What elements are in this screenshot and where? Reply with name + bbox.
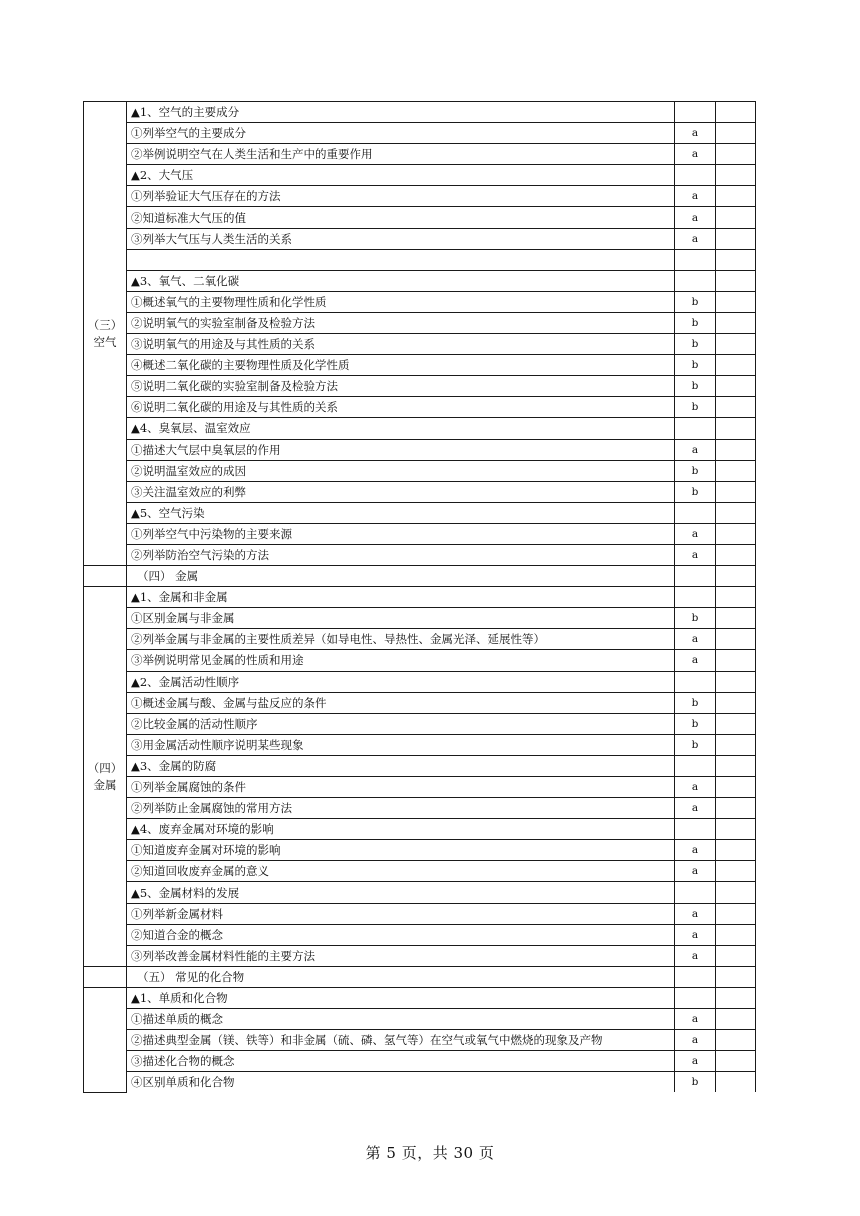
item-text-cell: ①描述单质的概念 (127, 1009, 675, 1030)
item-text-cell: ▲3、氧气、二氧化碳 (127, 270, 675, 291)
item-text-cell: ▲4、臭氧层、温室效应 (127, 418, 675, 439)
table-row (84, 777, 756, 798)
level-cell: b (675, 376, 716, 397)
level-cell: a (675, 1009, 716, 1030)
table-row (84, 987, 756, 1008)
item-text-cell: ②比较金属的活动性顺序 (127, 713, 675, 734)
table-row (84, 207, 756, 228)
extra-cell (716, 629, 756, 650)
item-text-cell: ▲1、空气的主要成分 (127, 102, 675, 123)
extra-cell (716, 840, 756, 861)
table-row (84, 861, 756, 882)
level-cell: a (675, 207, 716, 228)
table-row (84, 334, 756, 355)
table-row (84, 671, 756, 692)
table-row (84, 249, 756, 270)
extra-cell (716, 1051, 756, 1072)
level-cell (675, 987, 716, 1008)
level-cell (675, 270, 716, 291)
extra-cell (716, 102, 756, 123)
level-cell: b (675, 460, 716, 481)
level-cell: a (675, 650, 716, 671)
table-row (84, 397, 756, 418)
level-cell: a (675, 861, 716, 882)
extra-cell (716, 334, 756, 355)
extra-cell (716, 650, 756, 671)
item-text-cell: ①概述金属与酸、金属与盐反应的条件 (127, 692, 675, 713)
item-text-cell: ②举例说明空气在人类生活和生产中的重要作用 (127, 144, 675, 165)
table-row (84, 481, 756, 502)
extra-cell (716, 418, 756, 439)
extra-cell (716, 291, 756, 312)
level-cell (675, 165, 716, 186)
extra-cell (716, 397, 756, 418)
extra-cell (716, 755, 756, 776)
table-row (84, 587, 756, 608)
level-cell: a (675, 439, 716, 460)
table-row (84, 270, 756, 291)
item-text-cell: ①概述氧气的主要物理性质和化学性质 (127, 291, 675, 312)
table-row (84, 523, 756, 544)
extra-cell (716, 312, 756, 333)
item-text-cell: ▲3、金属的防腐 (127, 755, 675, 776)
level-cell: a (675, 144, 716, 165)
table-row (84, 376, 756, 397)
section-label-cell (84, 587, 127, 967)
extra-cell (716, 945, 756, 966)
table-row (84, 165, 756, 186)
item-text-cell: ①列举验证大气压存在的方法 (127, 186, 675, 207)
level-cell: b (675, 291, 716, 312)
table-row (84, 228, 756, 249)
item-text-cell: ②知道标准大气压的值 (127, 207, 675, 228)
extra-cell (716, 966, 756, 987)
level-cell: b (675, 481, 716, 502)
level-cell (675, 819, 716, 840)
section-header-cell: （四） 金属 (127, 566, 675, 587)
table-row (84, 713, 756, 734)
table-row (84, 1072, 756, 1093)
level-cell: a (675, 777, 716, 798)
table-row (84, 608, 756, 629)
extra-cell (716, 587, 756, 608)
item-text-cell: ▲2、金属活动性顺序 (127, 671, 675, 692)
table-row (84, 692, 756, 713)
extra-cell (716, 1009, 756, 1030)
level-cell (675, 418, 716, 439)
level-cell: b (675, 692, 716, 713)
extra-cell (716, 376, 756, 397)
item-text-cell: ⑥说明二氧化碳的用途及与其性质的关系 (127, 397, 675, 418)
item-text-cell: ▲2、大气压 (127, 165, 675, 186)
extra-cell (716, 566, 756, 587)
extra-cell (716, 249, 756, 270)
level-cell (675, 249, 716, 270)
level-cell: b (675, 397, 716, 418)
extra-cell (716, 819, 756, 840)
item-text-cell: ▲1、单质和化合物 (127, 987, 675, 1008)
extra-cell (716, 734, 756, 755)
table-row (84, 312, 756, 333)
level-cell: b (675, 608, 716, 629)
extra-cell (716, 270, 756, 291)
item-text-cell: ③描述化合物的概念 (127, 1051, 675, 1072)
item-text-cell: ▲5、空气污染 (127, 502, 675, 523)
item-text-cell: ①描述大气层中臭氧层的作用 (127, 439, 675, 460)
level-cell (675, 502, 716, 523)
extra-cell (716, 123, 756, 144)
table-row (84, 144, 756, 165)
table-row (84, 186, 756, 207)
extra-cell (716, 1072, 756, 1093)
extra-cell (716, 355, 756, 376)
item-text-cell: ①区别金属与非金属 (127, 608, 675, 629)
item-text-cell: ③列举改善金属材料性能的主要方法 (127, 945, 675, 966)
section-header-row (84, 566, 756, 587)
level-cell: a (675, 1030, 716, 1051)
extra-cell (716, 861, 756, 882)
table-row (84, 819, 756, 840)
item-text-cell: ①列举空气中污染物的主要来源 (127, 523, 675, 544)
level-cell (675, 587, 716, 608)
section-header-blank-cell (84, 966, 127, 987)
level-cell: b (675, 713, 716, 734)
table-row (84, 798, 756, 819)
extra-cell (716, 165, 756, 186)
item-text-cell: ②列举防止金属腐蚀的常用方法 (127, 798, 675, 819)
section-header-cell: （五） 常见的化合物 (127, 966, 675, 987)
item-text-cell: ③举例说明常见金属的性质和用途 (127, 650, 675, 671)
item-text-cell: ①列举金属腐蚀的条件 (127, 777, 675, 798)
table-row (84, 544, 756, 565)
table-row (84, 903, 756, 924)
extra-cell (716, 882, 756, 903)
extra-cell (716, 186, 756, 207)
level-cell: a (675, 1051, 716, 1072)
syllabus-body (84, 102, 756, 1093)
section-label-cell (84, 102, 127, 566)
extra-cell (716, 439, 756, 460)
table-row (84, 650, 756, 671)
level-cell: a (675, 798, 716, 819)
level-cell: b (675, 334, 716, 355)
extra-cell (716, 987, 756, 1008)
table-row (84, 291, 756, 312)
level-cell: a (675, 945, 716, 966)
level-cell: a (675, 840, 716, 861)
item-text-cell: ③列举大气压与人类生活的关系 (127, 228, 675, 249)
item-text-cell: ▲4、废弃金属对环境的影响 (127, 819, 675, 840)
item-text-cell: ▲1、金属和非金属 (127, 587, 675, 608)
item-text-cell (127, 249, 675, 270)
extra-cell (716, 144, 756, 165)
extra-cell (716, 798, 756, 819)
item-text-cell: ③关注温室效应的利弊 (127, 481, 675, 502)
item-text-cell: ③说明氧气的用途及与其性质的关系 (127, 334, 675, 355)
table-row (84, 355, 756, 376)
item-text-cell: ②知道回收废弃金属的意义 (127, 861, 675, 882)
table-row (84, 1030, 756, 1051)
section-label: （四） 金属 (87, 760, 123, 792)
level-cell: b (675, 734, 716, 755)
extra-cell (716, 544, 756, 565)
extra-cell (716, 228, 756, 249)
table-row (84, 418, 756, 439)
section-label-cell (84, 987, 127, 1092)
item-text-cell: ▲5、金属材料的发展 (127, 882, 675, 903)
item-text-cell: ④概述二氧化碳的主要物理性质及化学性质 (127, 355, 675, 376)
level-cell: b (675, 312, 716, 333)
item-text-cell: ②知道合金的概念 (127, 924, 675, 945)
item-text-cell: ②描述典型金属（镁、铁等）和非金属（硫、磷、氢气等）在空气或氧气中燃烧的现象及产物 (127, 1030, 675, 1051)
page-footer: 第 5 页，共 30 页 (365, 1144, 495, 1162)
item-text-cell: ②说明温室效应的成因 (127, 460, 675, 481)
item-text-cell: ②说明氧气的实验室制备及检验方法 (127, 312, 675, 333)
level-cell (675, 966, 716, 987)
extra-cell (716, 777, 756, 798)
level-cell: a (675, 123, 716, 144)
item-text-cell: ②列举金属与非金属的主要性质差异（如导电性、导热性、金属光泽、延展性等） (127, 629, 675, 650)
level-cell: a (675, 523, 716, 544)
item-text-cell: ①列举新金属材料 (127, 903, 675, 924)
extra-cell (716, 481, 756, 502)
extra-cell (716, 713, 756, 734)
extra-cell (716, 460, 756, 481)
level-cell: a (675, 228, 716, 249)
level-cell: a (675, 903, 716, 924)
table-row (84, 1009, 756, 1030)
table-row (84, 629, 756, 650)
level-cell: b (675, 355, 716, 376)
level-cell (675, 671, 716, 692)
level-cell: a (675, 186, 716, 207)
table-row (84, 123, 756, 144)
extra-cell (716, 1030, 756, 1051)
extra-cell (716, 692, 756, 713)
level-cell: a (675, 544, 716, 565)
extra-cell (716, 903, 756, 924)
level-cell: a (675, 629, 716, 650)
syllabus-table (83, 101, 756, 1093)
extra-cell (716, 608, 756, 629)
section-header-row (84, 966, 756, 987)
item-text-cell: ①知道废弃金属对环境的影响 (127, 840, 675, 861)
table-row (84, 882, 756, 903)
level-cell: b (675, 1072, 716, 1093)
item-text-cell: ④区别单质和化合物 (127, 1072, 675, 1093)
table-row (84, 840, 756, 861)
extra-cell (716, 924, 756, 945)
level-cell (675, 102, 716, 123)
item-text-cell: ①列举空气的主要成分 (127, 123, 675, 144)
item-text-cell: ③用金属活动性顺序说明某些现象 (127, 734, 675, 755)
level-cell (675, 755, 716, 776)
level-cell (675, 566, 716, 587)
section-label: （三） 空气 (87, 317, 123, 349)
table-row (84, 945, 756, 966)
table-row (84, 439, 756, 460)
table-row (84, 924, 756, 945)
table-row (84, 755, 756, 776)
level-cell (675, 882, 716, 903)
table-row (84, 502, 756, 523)
extra-cell (716, 207, 756, 228)
table-row (84, 1051, 756, 1072)
extra-cell (716, 523, 756, 544)
extra-cell (716, 502, 756, 523)
table-row (84, 734, 756, 755)
level-cell: a (675, 924, 716, 945)
extra-cell (716, 671, 756, 692)
table-row (84, 102, 756, 123)
item-text-cell: ②列举防治空气污染的方法 (127, 544, 675, 565)
item-text-cell: ⑤说明二氧化碳的实验室制备及检验方法 (127, 376, 675, 397)
section-header-blank-cell (84, 566, 127, 587)
table-row (84, 460, 756, 481)
